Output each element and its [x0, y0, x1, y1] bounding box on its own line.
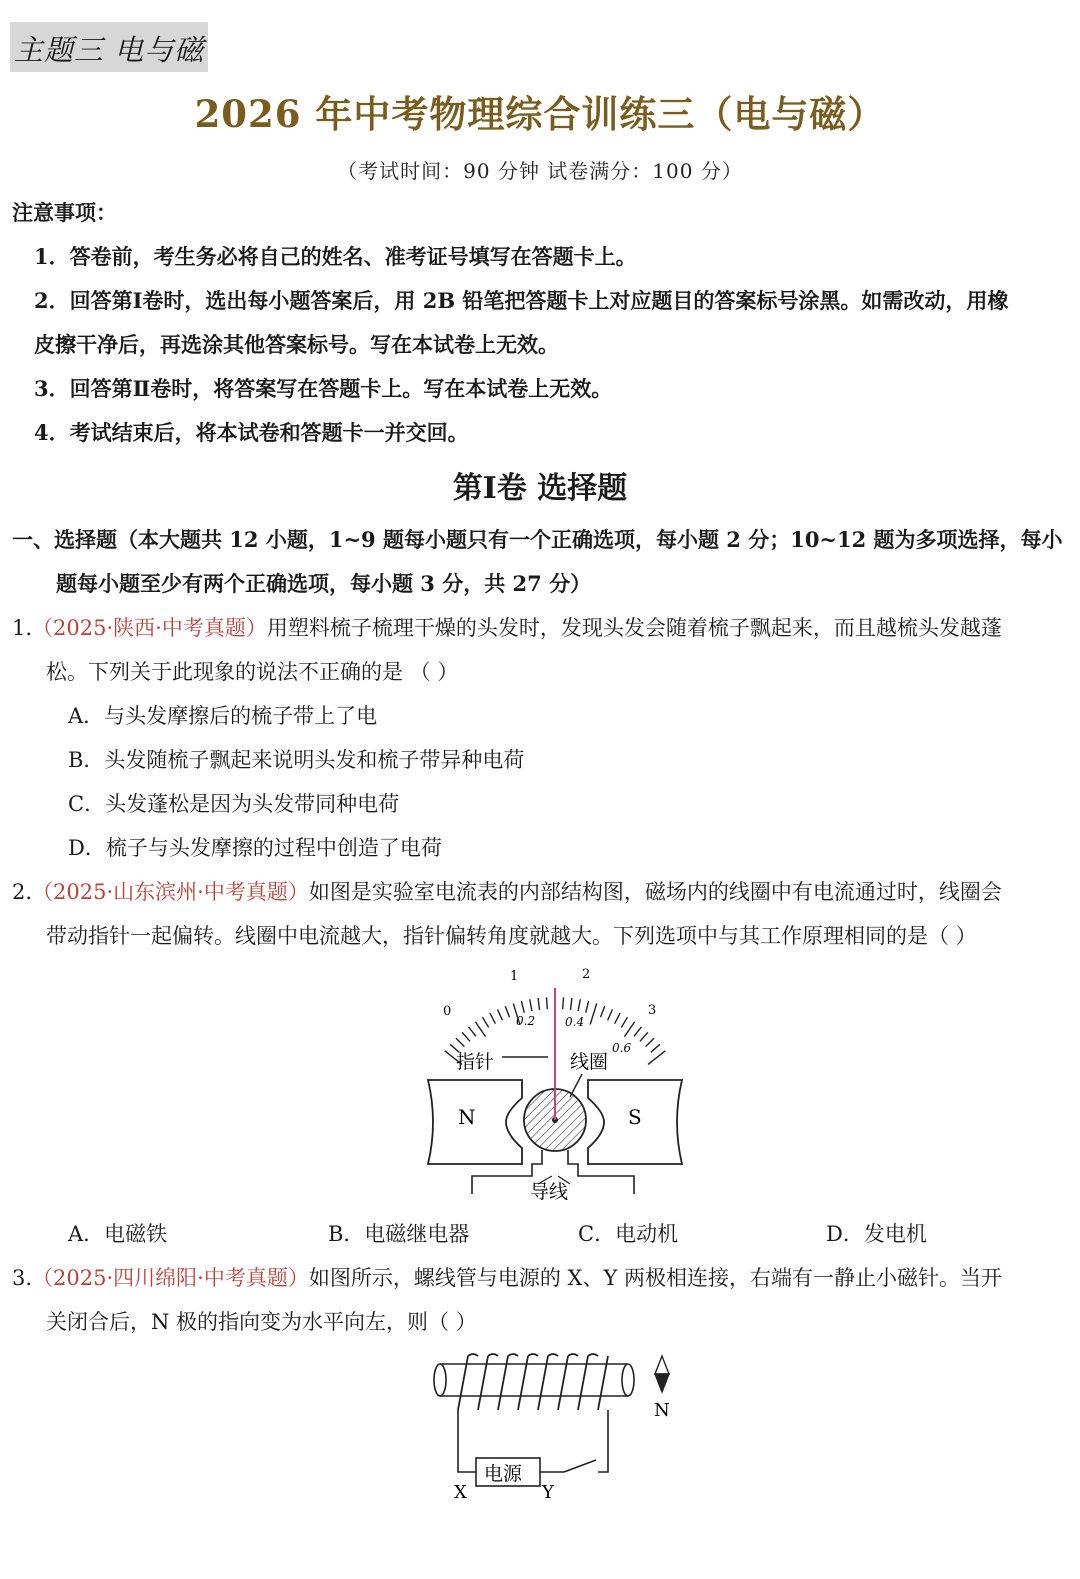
option-a: A．电磁铁 [68, 1222, 168, 1246]
question-number: 1. [12, 616, 33, 640]
circuit-wire-right [598, 1410, 608, 1472]
scale-tick [621, 1017, 627, 1027]
note-item: 2．回答第Ⅰ卷时，选出每小题答案后，用 2B 铅笔把答题卡上对应题目的答案标号涂黑。如需改动，用橡 [34, 288, 1009, 313]
magnet-n-label: N [458, 1105, 476, 1129]
needle-south [655, 1374, 669, 1392]
ammeter-figure [410, 962, 700, 1214]
pointer-label: 指针 [456, 1051, 495, 1073]
scale-tick [578, 999, 580, 1011]
option-d: D．发电机 [826, 1222, 927, 1246]
section-instruction: 题每小题至少有两个正确选项，每小题 3 分，共 27 分） [56, 571, 592, 596]
note-item: 1．答卷前，考生务必将自己的姓名、准考证号填写在答题卡上。 [34, 244, 637, 269]
scale-tick [646, 1038, 655, 1047]
scale-label: 0.4 [565, 1015, 585, 1029]
question-stem: 用塑料梳子梳理干燥的头发时，发现头发会随着梳子飘起来，而且越梳头发越蓬 [266, 616, 1002, 640]
wire-label: 导线 [530, 1181, 569, 1203]
scale-tick [456, 1038, 465, 1047]
question-source: （2025·山东滨州·中考真题） [32, 880, 309, 904]
note-item: 皮擦干净后，再选涂其他答案标号。写在本试卷上无效。 [34, 332, 559, 357]
scale-tick [634, 1027, 641, 1036]
topic-tag [10, 22, 208, 72]
question-stem: 关闭合后，N 极的指向变为水平向左，则（ ） [46, 1310, 477, 1334]
circuit-wire-left [458, 1410, 476, 1472]
solenoid-windings [458, 1354, 608, 1410]
scale-tick [530, 999, 532, 1011]
scale-label: 1 [510, 969, 519, 984]
option-a: A．与头发摩擦后的梳子带上了电 [68, 704, 378, 728]
question-number: 2. [12, 880, 33, 904]
scale-tick [547, 997, 548, 1009]
scale-tick [586, 1001, 589, 1013]
exam-info: （考试时间：90 分钟 试卷满分：100 分） [337, 159, 743, 183]
solenoid-tube [440, 1364, 628, 1396]
page-title: 2026 年中考物理综合训练三（电与磁） [194, 92, 886, 136]
question-1 [12, 613, 1002, 643]
scale-tick [498, 1009, 503, 1020]
scale-tick [469, 1027, 476, 1036]
scale-tick [483, 1017, 489, 1027]
scale-tick [640, 1032, 648, 1041]
scale-tick [608, 1009, 613, 1020]
scale-label: 0.2 [516, 1014, 536, 1028]
scale-tick [601, 1006, 605, 1017]
tube-right-end [622, 1364, 634, 1396]
scale-tick [538, 998, 539, 1010]
scale-tick [490, 1013, 496, 1024]
scale-tick [624, 1022, 634, 1037]
tube-left-end [434, 1364, 446, 1396]
coil-label: 线圈 [570, 1051, 609, 1073]
question-stem: 松。下列关于此现象的说法不正确的是 （ ） [46, 660, 459, 684]
scale-tick [475, 1022, 485, 1037]
scale-tick [648, 1051, 665, 1065]
magnet-s-label: S [628, 1105, 642, 1129]
solenoid-figure [424, 1352, 684, 1502]
question-stem: 如图是实验室电流表的内部结构图，磁场内的线圈中有电流通过时，线圈会 [308, 880, 1002, 904]
question-3 [12, 1263, 1002, 1293]
option-c: C．电动机 [578, 1222, 679, 1246]
scale-label: 3 [648, 1003, 657, 1018]
switch [564, 1460, 596, 1472]
scale-tick [462, 1032, 470, 1041]
option-b: B．电磁继电器 [328, 1222, 470, 1246]
scale-tick [590, 1003, 597, 1024]
notes-heading: 注意事项： [12, 200, 117, 225]
scale-tick [563, 997, 564, 1009]
option-c: C．头发蓬松是因为头发带同种电荷 [68, 792, 400, 816]
question-2 [12, 877, 1002, 907]
section-title: 第Ⅰ卷 选择题 [452, 471, 628, 506]
pole-y-label: Y [542, 1482, 554, 1502]
option-d: D．梳子与头发摩擦的过程中创造了电荷 [68, 836, 442, 860]
scale-tick [521, 1001, 524, 1013]
option-b: B．头发随梳子飘起来说明头发和梳子带异种电荷 [68, 748, 525, 772]
scale-tick [615, 1013, 621, 1024]
section-instruction: 一、选择题（本大题共 12 小题，1~9 题每小题只有一个正确选项，每小题 2 分；10~12 题为多项选择，每小 [12, 527, 1063, 552]
scale-tick [651, 1044, 660, 1052]
needle-north [655, 1356, 669, 1374]
power-source-label: 电源 [484, 1463, 523, 1485]
question-stem: 如图所示，螺线管与电源的 X、Y 两极相连接，右端有一静止小磁针。当开 [308, 1266, 1003, 1290]
question-stem: 带动指针一起偏转。线圈中电流越大，指针偏转角度就越大。下列选项中与其工作原理相同的是（ ） [46, 924, 977, 948]
scale-tick [571, 998, 572, 1010]
topic-tag-label: 主题三 电与磁 [14, 33, 205, 67]
note-item: 4．考试结束后，将本试卷和答题卡一并交回。 [34, 420, 469, 445]
scale-label: 0.6 [612, 1041, 632, 1055]
scale-tick [505, 1006, 509, 1017]
pole-x-label: X [454, 1482, 467, 1502]
scale-label: 2 [582, 967, 591, 982]
scale-label: 0 [443, 1004, 452, 1019]
question-source: （2025·陕西·中考真题） [32, 616, 267, 640]
question-source: （2025·四川绵阳·中考真题） [32, 1266, 309, 1290]
needle-n-label: N [654, 1400, 670, 1421]
question-number: 3. [12, 1266, 33, 1290]
note-item: 3．回答第Ⅱ卷时，将答案写在答题卡上。写在本试卷上无效。 [34, 376, 613, 401]
